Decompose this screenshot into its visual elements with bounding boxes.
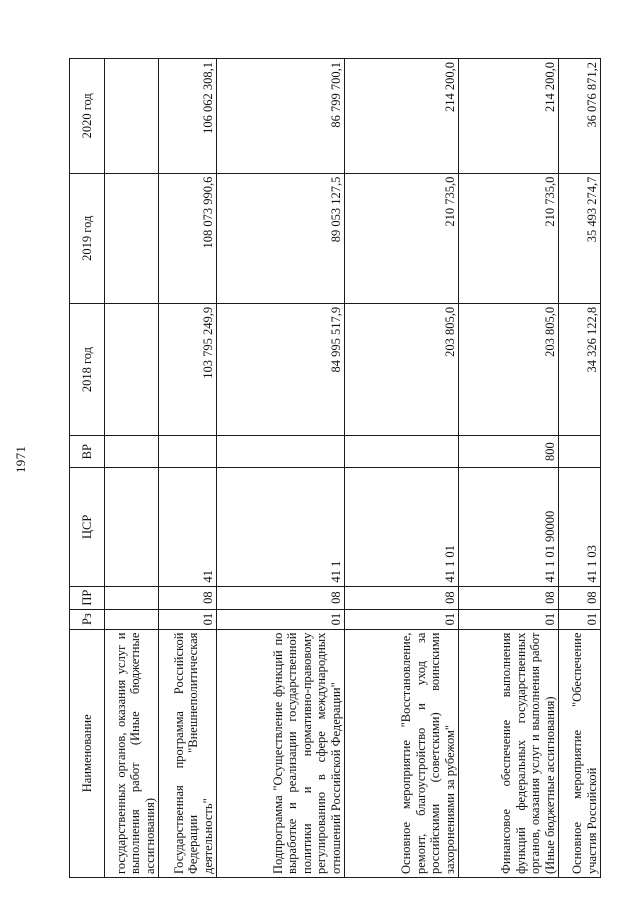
- row-2020: 106 062 308,1: [159, 59, 217, 174]
- row-2020: 214 200,0: [345, 59, 459, 174]
- row-pr: 08: [217, 586, 345, 609]
- row-rz: [105, 609, 159, 629]
- table-row: [345, 59, 459, 878]
- row-name: Основное мероприятие "Восстановление, ремонт, благоустройство и уход за российскими (советскими) воинскими захоронениями за рубежом": [345, 629, 459, 877]
- table-row: [559, 59, 601, 878]
- table-header-row: [70, 59, 105, 878]
- table-row: [459, 59, 559, 878]
- row-vr: [559, 436, 601, 468]
- row-pr: [105, 586, 159, 609]
- row-csr: [105, 468, 159, 586]
- row-name: Основное мероприятие "Обеспечение участия Российской: [559, 629, 601, 877]
- row-vr: [217, 436, 345, 468]
- row-pr: 08: [345, 586, 459, 609]
- row-2019: 35 493 274,7: [559, 173, 601, 303]
- row-csr: 41 1 03: [559, 468, 601, 586]
- row-vr: [159, 436, 217, 468]
- row-name: Государственная программа Российской Федерации "Внешнеполитическая деятельность": [159, 629, 217, 877]
- header-vr: ВР: [70, 436, 105, 468]
- row-name: Подпрограмма "Осуществление функций по выработке и реализации государственной политики и нормативно-правовому регулированию в сфере международных отношений Российской Федерации": [217, 629, 345, 877]
- row-pr: 08: [459, 586, 559, 609]
- row-2019: 210 735,0: [345, 173, 459, 303]
- header-pr: ПР: [70, 586, 105, 609]
- row-name: государственных органов, оказания услуг и выполнения работ (Иные бюджетные ассигнования): [105, 629, 159, 877]
- rotated-page: [13, 58, 599, 878]
- header-rz: Рз: [70, 609, 105, 629]
- row-2019: 210 735,0: [459, 173, 559, 303]
- header-2018: 2018 год: [70, 303, 105, 435]
- row-pr: 08: [159, 586, 217, 609]
- row-2018: 34 326 122,8: [559, 303, 601, 435]
- row-2018: 203 805,0: [459, 303, 559, 435]
- row-2019: [105, 173, 159, 303]
- row-rz: 01: [217, 609, 345, 629]
- header-2019: 2019 год: [70, 173, 105, 303]
- row-vr: [345, 436, 459, 468]
- row-2018: 203 805,0: [345, 303, 459, 435]
- header-name: Наименование: [70, 629, 105, 877]
- row-2019: 108 073 990,6: [159, 173, 217, 303]
- row-2019: 89 053 127,5: [217, 173, 345, 303]
- row-csr: 41 1 01 90000: [459, 468, 559, 586]
- row-rz: 01: [459, 609, 559, 629]
- budget-table: [69, 58, 601, 878]
- row-csr: 41 1 01: [345, 468, 459, 586]
- header-2020: 2020 год: [70, 59, 105, 174]
- row-name: Финансовое обеспечение выполнения функций федеральных государственных органов, оказания услуг и выполнения работ (Иные бюджетные ассигнования): [459, 629, 559, 877]
- row-rz: 01: [345, 609, 459, 629]
- row-vr: 800: [459, 436, 559, 468]
- table-row: [159, 59, 217, 878]
- row-2020: 36 076 871,2: [559, 59, 601, 174]
- row-2020: [105, 59, 159, 174]
- row-rz: 01: [159, 609, 217, 629]
- row-rz: 01: [559, 609, 601, 629]
- row-2020: 214 200,0: [459, 59, 559, 174]
- row-csr: 41 1: [217, 468, 345, 586]
- row-2018: 84 995 517,9: [217, 303, 345, 435]
- row-2018: [105, 303, 159, 435]
- row-pr: 08: [559, 586, 601, 609]
- table-row: [217, 59, 345, 878]
- header-csr: ЦСР: [70, 468, 105, 586]
- table-row: [105, 59, 159, 878]
- page-number: 1971: [13, 445, 28, 473]
- row-2018: 103 795 249,9: [159, 303, 217, 435]
- row-vr: [105, 436, 159, 468]
- row-2020: 86 799 700,1: [217, 59, 345, 174]
- row-csr: 41: [159, 468, 217, 586]
